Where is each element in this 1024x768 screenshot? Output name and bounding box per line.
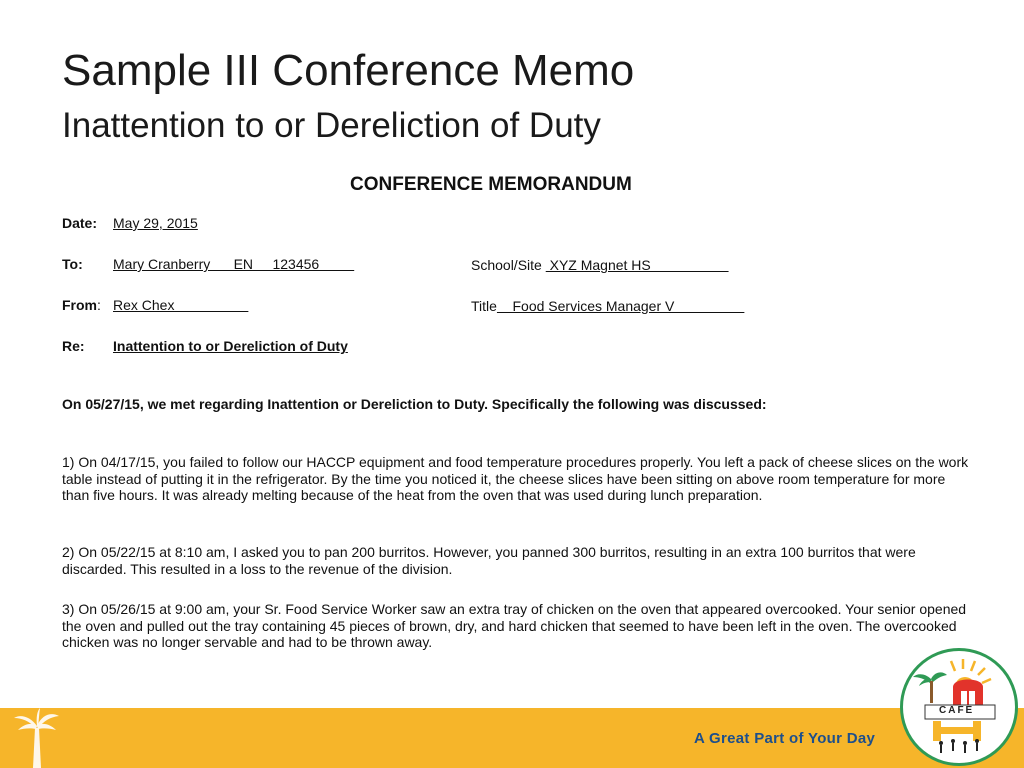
date-label: Date:: [62, 215, 98, 231]
school-label: School/Site: [471, 257, 546, 273]
re-label: Re:: [62, 338, 85, 354]
to-label: To:: [62, 256, 83, 272]
palm-tree-icon: [12, 708, 62, 768]
intro-paragraph: On 05/27/15, we met regarding Inattention or Dereliction to Duty. Specifically the following was discussed:: [62, 396, 767, 412]
footer-tagline: A Great Part of Your Day: [694, 730, 876, 747]
title-value: Food Services Manager V: [496, 298, 745, 314]
from-label-group: [62, 297, 101, 313]
school-value: XYZ Magnet HS: [545, 257, 729, 273]
title-field: [471, 297, 744, 315]
date-value: May 29, 2015: [113, 215, 198, 231]
item-3: 3) On 05/26/15 at 9:00 am, your Sr. Food Service Worker saw an extra tray of chicken on the oven that appeared overcooked. Your senior opened the oven and pulled out the tray containing 45 pieces of brown, dry, and hard chicken that seemed to have been left in the oven. The overcooked chicken was no longer servable and had to be thrown away.: [62, 601, 967, 650]
re-value: Inattention to or Dereliction of Duty: [113, 338, 348, 354]
title-label: Title: [471, 298, 497, 314]
to-value: Mary Cranberry EN 123456: [113, 256, 355, 272]
page-subtitle: Inattention to or Dereliction of Duty: [62, 106, 601, 145]
page-title: Sample III Conference Memo: [62, 46, 635, 95]
from-colon: :: [97, 297, 101, 313]
cafe-logo-text: CAFE: [939, 705, 975, 716]
cafe-logo: [900, 648, 1018, 766]
from-label: From: [62, 297, 97, 313]
memo-heading: CONFERENCE MEMORANDUM: [350, 174, 632, 195]
item-1: 1) On 04/17/15, you failed to follow our HACCP equipment and food temperature procedures properly. You left a pack of cheese slices on the work table instead of putting it in the refrigerator. By the time you noticed it, the cheese slices have been sitting on above room temperature for more than five hours. It was already melting because of the heat from the oven that was used during lunch preparation.: [62, 454, 969, 503]
item-2: 2) On 05/22/15 at 8:10 am, I asked you to pan 200 burritos. However, you panned 300 burritos, resulting in an extra 100 burritos that were discarded. This resulted in a loss to the revenue of the division.: [62, 544, 916, 577]
school-field: [471, 256, 729, 274]
from-value: Rex Chex: [113, 297, 249, 313]
